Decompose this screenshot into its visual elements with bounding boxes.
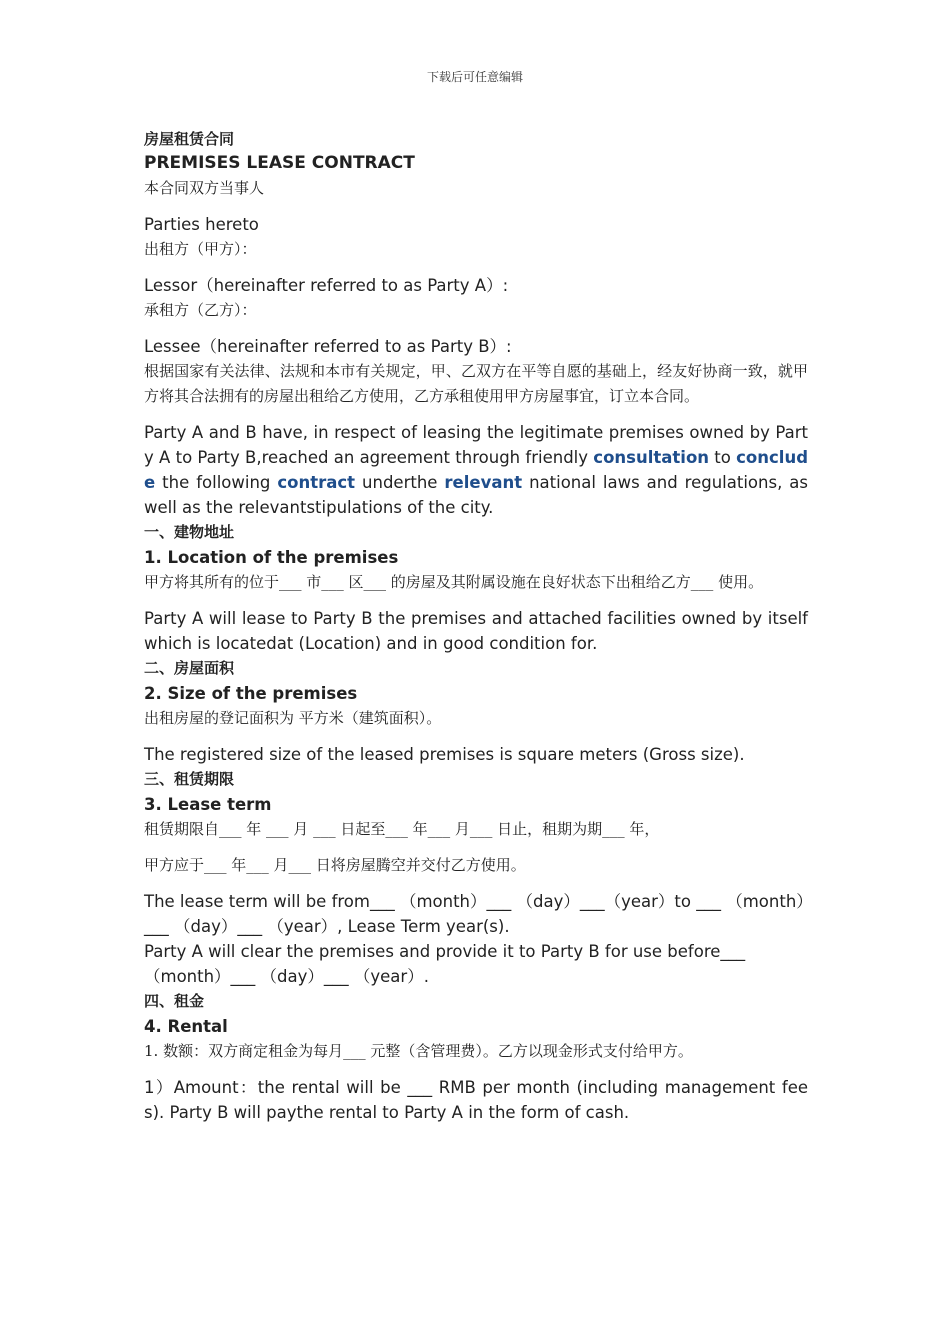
section-3-body-cn-2: 甲方应于___ 年___ 月___ 日将房屋腾空并交付乙方使用。 xyxy=(144,856,526,874)
title-en: PREMISES LEASE CONTRACT xyxy=(144,153,415,173)
preamble-en-part4: underthe xyxy=(355,473,445,492)
page-header: 下载后可任意编辑 xyxy=(426,70,523,84)
parties-en: Parties hereto xyxy=(144,215,259,234)
section-3-body-en-1: The lease term will be from___ （month）___ （day）___（year）to ___ （month）___ （day）___ （year）, Lease Term year(s). xyxy=(144,892,805,936)
preamble-en-part1: Party A and B have, in respect of leasing the legitimate premises owned by Party A to Party B,reached an agreement through friendly xyxy=(144,423,808,467)
lessee-en: Lessee（hereinafter referred to as Party B）: xyxy=(144,337,512,356)
preamble-cn: 根据国家有关法律、法规和本市有关规定，甲、乙双方在平等自愿的基础上，经友好协商一致，就甲方将其合法拥有的房屋出租给乙方使用，乙方承租使用甲方房屋事宜，订立本合同。 xyxy=(144,362,808,405)
section-2-heading-cn: 二、房屋面积 xyxy=(144,659,235,677)
section-3-body-en-2: Party A will clear the premises and provide it to Party B for use before___ （month）___ （day）___ （year）. xyxy=(144,942,746,986)
section-2-heading-en: 2. Size of the premises xyxy=(144,684,358,703)
section-3-heading-cn: 三、租赁期限 xyxy=(144,770,235,788)
section-2-body-cn: 出租房屋的登记面积为 平方米（建筑面积）。 xyxy=(144,709,442,727)
section-3-body-cn-1: 租赁期限自___ 年 ___ 月 ___ 日起至___ 年___ 月___ 日止，租期为期___ 年， xyxy=(144,820,660,838)
section-2-body-en: The registered size of the leased premises is square meters (Gross size). xyxy=(144,745,745,764)
section-4-body-cn: 1. 数额：双方商定租金为每月___ 元整（含管理费）。乙方以现金形式支付给甲方。 xyxy=(144,1042,693,1060)
section-1-heading-cn: 一、建物地址 xyxy=(144,523,235,541)
lessee-cn: 承租方（乙方）： xyxy=(144,301,257,319)
preamble-en xyxy=(144,420,808,520)
keyword-contract: contract xyxy=(277,473,356,492)
preamble-en-part2: to xyxy=(709,448,737,467)
section-1-body-cn: 甲方将其所有的位于___ 市___ 区___ 的房屋及其附属设施在良好状态下出租给乙方___ 使用。 xyxy=(144,573,764,591)
lessor-cn: 出租方（甲方）： xyxy=(144,240,257,258)
section-1-body-en: Party A will lease to Party B the premises and attached facilities owned by itself which is locatedat (Location) and in good condition for. xyxy=(144,609,808,653)
lessor-en: Lessor（hereinafter referred to as Party A）: xyxy=(144,276,509,295)
section-4-body-en: 1）Amount：the rental will be ___ RMB per month (including management fees). Party B will paythe rental to Party A in the form of cash. xyxy=(144,1078,808,1122)
preamble-en-part3: the following xyxy=(155,473,278,492)
parties-cn: 本合同双方当事人 xyxy=(144,179,265,197)
keyword-relevant: relevant xyxy=(444,473,523,492)
section-1-heading-en: 1. Location of the premises xyxy=(144,548,399,567)
section-4-heading-en: 4. Rental xyxy=(144,1017,228,1036)
section-3-heading-en: 3. Lease term xyxy=(144,795,272,814)
document-body xyxy=(144,127,808,1125)
section-4-heading-cn: 四、租金 xyxy=(144,992,205,1010)
keyword-conclude: conclude xyxy=(144,448,809,492)
keyword-consultation: consultation xyxy=(593,448,710,467)
preamble-en-part5: national laws and regulations, as well as the relevantstipulations of the city. xyxy=(144,473,808,517)
title-cn: 房屋租赁合同 xyxy=(144,130,235,148)
